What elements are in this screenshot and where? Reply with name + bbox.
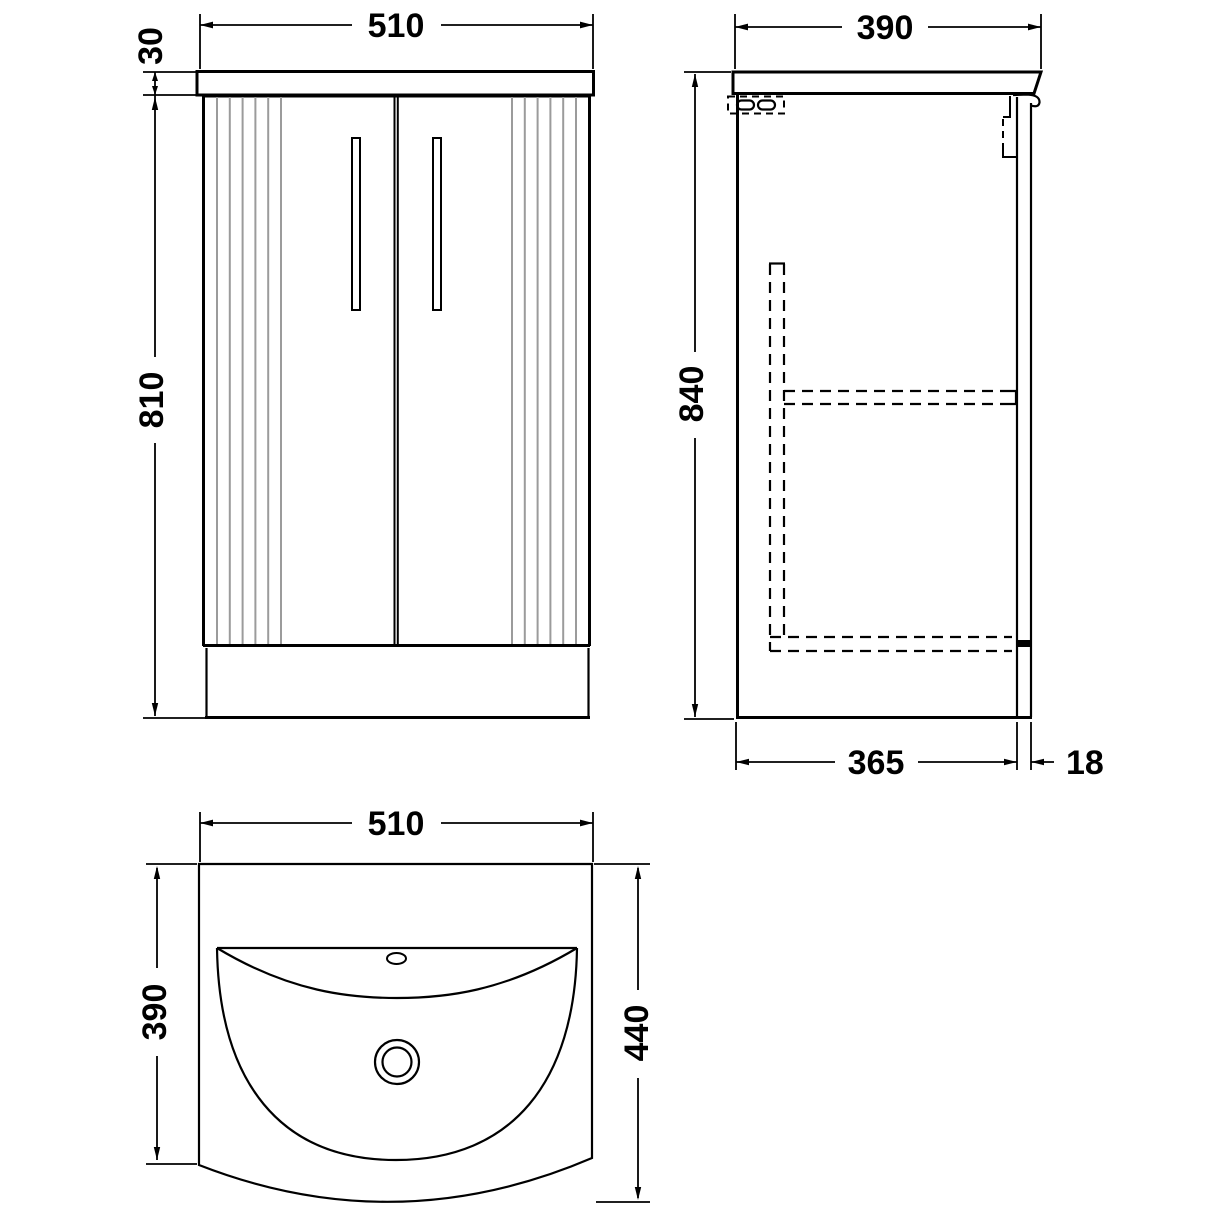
plan-tap-hole: [387, 953, 406, 964]
dim-plan-basin-depth: [136, 864, 197, 1164]
front-worktop: [197, 72, 594, 96]
side-hidden-shelf: [784, 391, 1016, 404]
plan-bowl: [217, 948, 577, 1160]
front-view: [132, 7, 594, 718]
dim-label-plan-width: 510: [367, 805, 425, 843]
side-hidden-partition: [769, 264, 785, 652]
dim-front-width: [200, 7, 593, 69]
front-fluting-right: [512, 97, 576, 644]
side-worktop: [733, 72, 1041, 94]
dim-label-side-door-thickness: 18: [1066, 744, 1104, 782]
dim-label-plan-basin-depth: 390: [136, 983, 174, 1041]
dim-front-height: [133, 95, 206, 718]
side-hinge-arm: [1003, 96, 1017, 157]
plan-drain: [375, 1040, 419, 1084]
dim-front-worktop: [132, 27, 206, 95]
dim-side-height: [673, 72, 734, 719]
right-door-handle: [433, 138, 441, 310]
front-cabinet: [203, 95, 590, 646]
side-carcase: [736, 93, 1032, 718]
left-door-handle: [352, 138, 360, 310]
dim-label-plan-total-depth: 440: [618, 1004, 656, 1062]
plan-bowl-inner-ledge: [217, 948, 577, 998]
dim-side-depth: [735, 9, 1041, 69]
plan-bowl-front-curve: [217, 948, 577, 1160]
dim-label-front-width: 510: [367, 7, 425, 45]
dim-side-body-depth: [736, 722, 1031, 782]
front-fluting-left: [217, 97, 281, 644]
front-plinth: [205, 648, 590, 718]
dim-label-side-depth: 390: [856, 9, 914, 47]
dim-label-side-height: 840: [673, 365, 711, 423]
dim-label-front-worktop: 30: [132, 27, 170, 65]
plan-basin-outline: [199, 864, 592, 1202]
side-hidden-bottom: [770, 637, 1031, 651]
dim-label-side-body-depth: 365: [847, 744, 905, 782]
plan-view: [136, 805, 656, 1202]
side-view: [673, 9, 1104, 782]
dim-plan-width: [200, 805, 593, 862]
dim-label-front-height: 810: [133, 371, 171, 429]
dim-plan-total-depth: [594, 864, 656, 1202]
dim-side-door-thickness: [1031, 744, 1104, 782]
